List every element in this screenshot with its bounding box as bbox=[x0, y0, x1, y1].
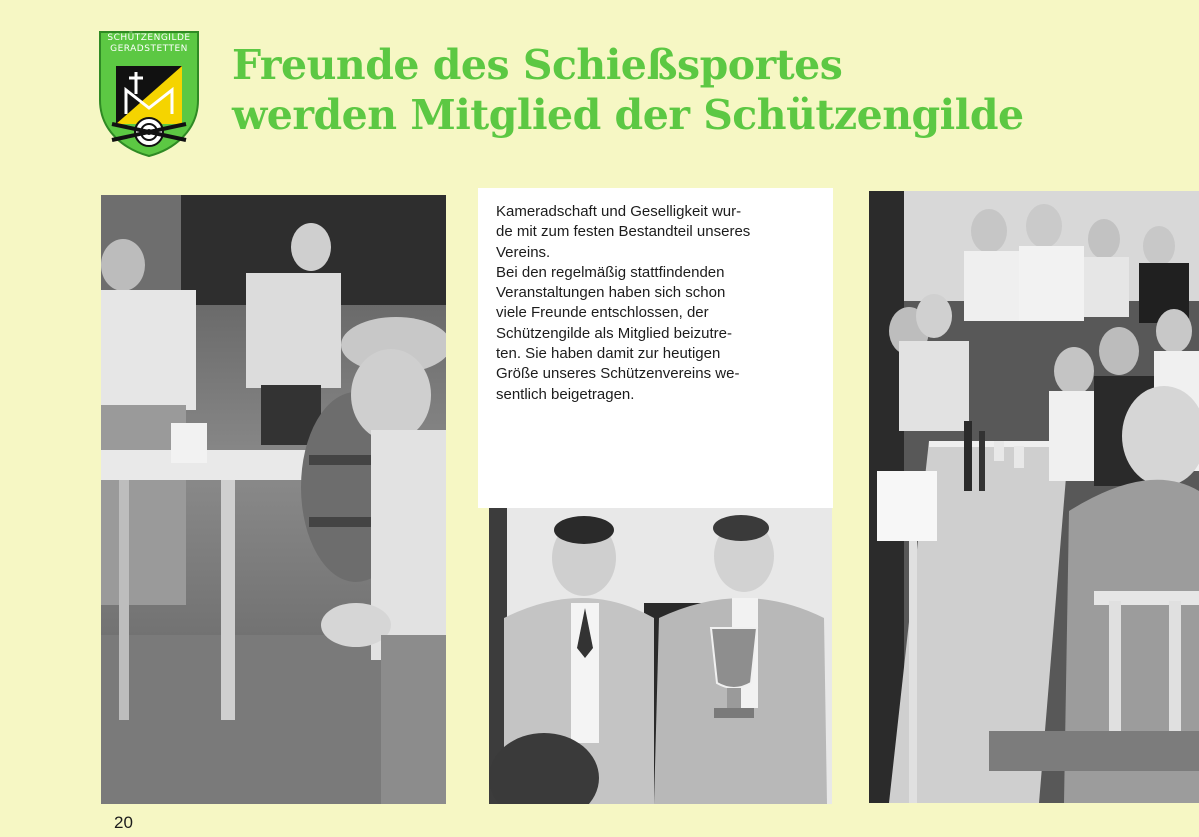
text-line: Bei den regelmäßig stattfindenden bbox=[496, 263, 725, 281]
headline-line-1: Freunde des Schießsportes bbox=[232, 41, 843, 89]
crest-text-bottom: GERADSTETTEN bbox=[110, 44, 188, 54]
photo-outdoor-keg-scene bbox=[101, 195, 446, 804]
text-line: Vereins. bbox=[496, 243, 551, 261]
crest-text-top: SCHÜTZENGILDE bbox=[107, 33, 191, 43]
photo-trophy-winners bbox=[489, 508, 832, 804]
club-crest bbox=[96, 28, 202, 158]
article-text-box bbox=[478, 188, 833, 508]
text-line: viele Freunde entschlossen, der bbox=[496, 304, 709, 322]
text-line: ten. Sie haben damit zur heutigen bbox=[496, 345, 721, 363]
text-line: Schützengilde als Mitglied beizutre- bbox=[496, 324, 732, 342]
text-line: Größe unseres Schützenvereins we- bbox=[496, 365, 740, 383]
page-number: 20 bbox=[114, 813, 133, 832]
photo-banquet-gathering bbox=[869, 191, 1199, 803]
page-headline bbox=[232, 40, 1024, 140]
text-line: Kameradschaft und Geselligkeit wur- bbox=[496, 203, 742, 220]
text-line: Veranstaltungen haben sich schon bbox=[496, 284, 726, 302]
article-paragraph bbox=[496, 202, 821, 405]
text-line: sentlich beigetragen. bbox=[496, 385, 635, 403]
text-line: de mit zum festen Bestandteil unseres bbox=[496, 223, 751, 241]
headline-line-2: werden Mitglied der Schützengilde bbox=[232, 91, 1024, 139]
